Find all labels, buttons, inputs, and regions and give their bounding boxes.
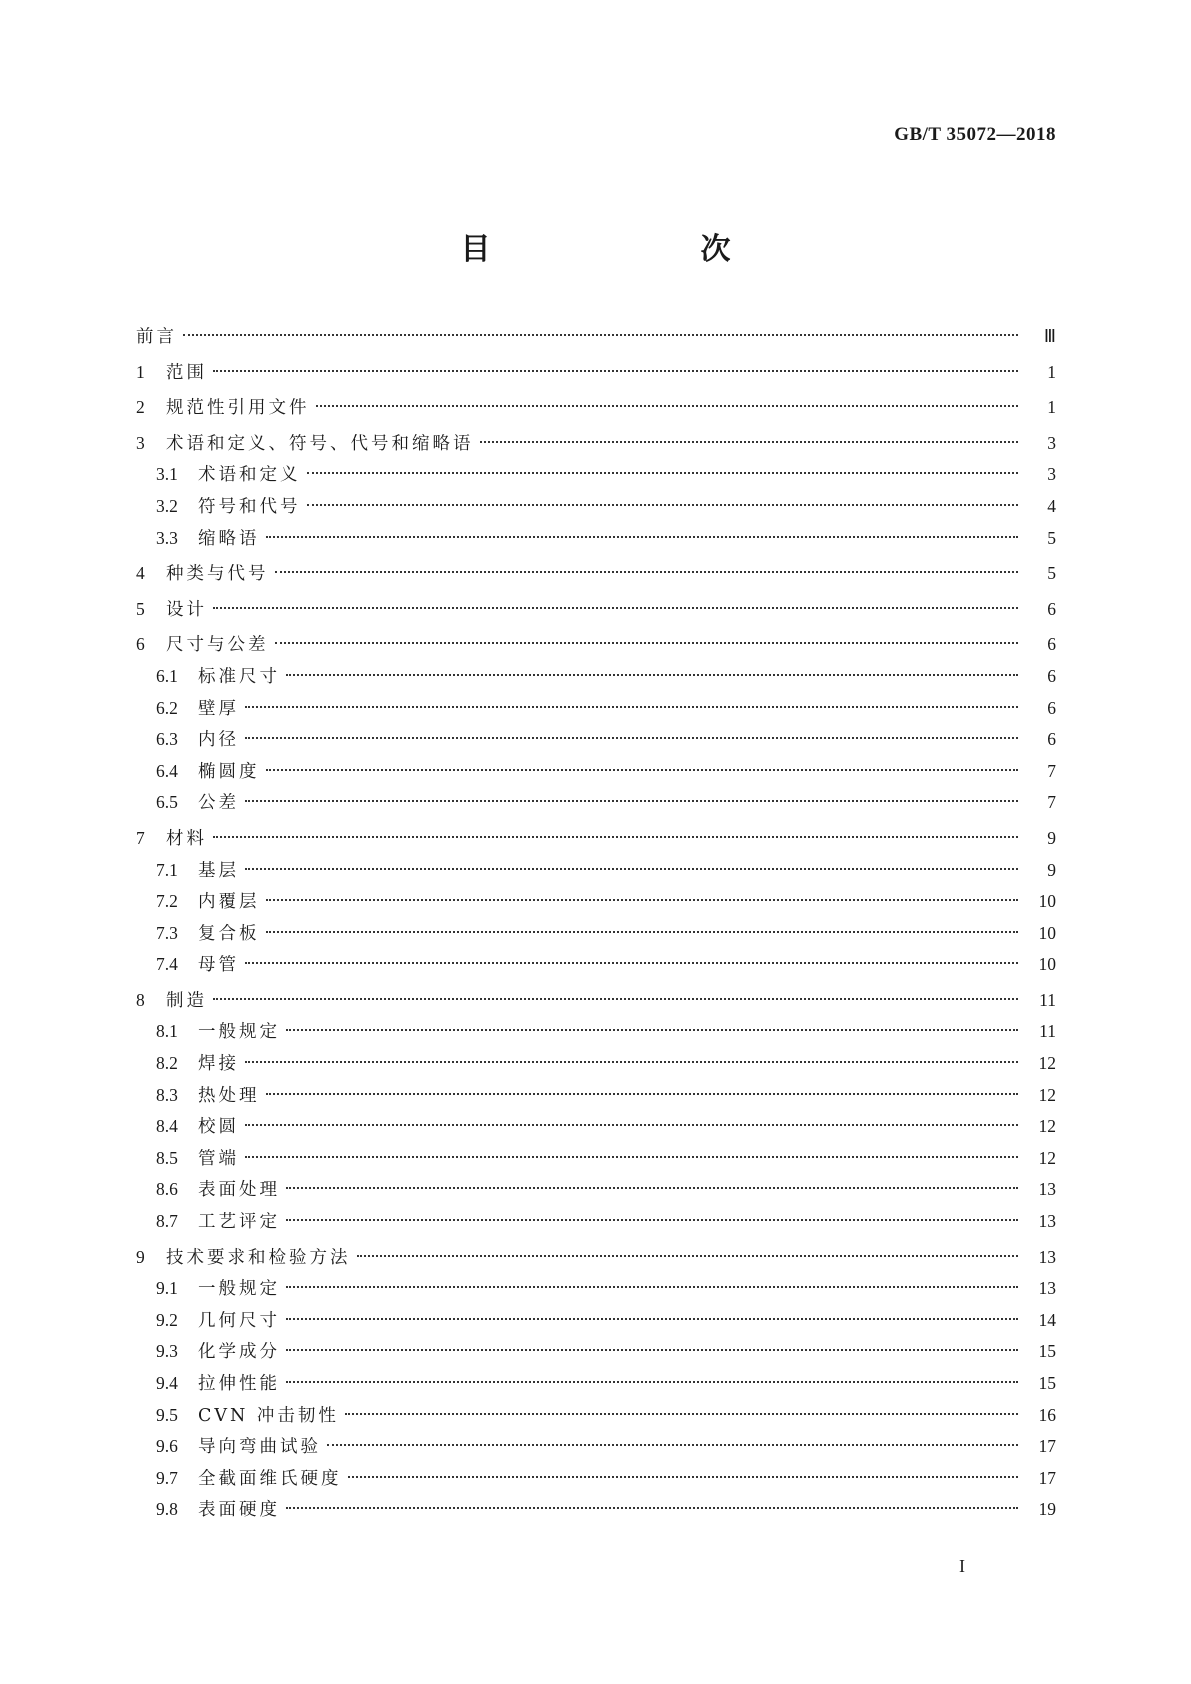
toc-entry-number: 6.2: [156, 697, 178, 718]
toc-entry[interactable]: [136, 985, 1056, 1017]
toc-entry-page: 16: [1038, 1404, 1056, 1425]
toc-entry[interactable]: [136, 357, 1056, 389]
dot-leader: [275, 571, 1019, 573]
dot-leader: [480, 441, 1019, 443]
toc-entry[interactable]: [136, 1048, 1056, 1080]
dot-leader: [245, 706, 1018, 708]
toc-entry-number: 5: [136, 598, 145, 619]
toc-entry-page: 10: [1038, 922, 1056, 943]
dot-leader: [286, 1286, 1018, 1288]
toc-entry-page: 4: [1047, 495, 1056, 516]
dot-leader: [245, 962, 1018, 964]
toc-entry-number: 9: [136, 1246, 145, 1267]
toc-entry[interactable]: [136, 523, 1056, 555]
dot-leader: [345, 1413, 1018, 1415]
toc-entry-number: 4: [136, 563, 145, 584]
toc-entry[interactable]: [136, 1400, 1056, 1432]
toc-entry-title: 尺寸与公差: [166, 635, 269, 656]
toc-entry-page: Ⅲ: [1043, 326, 1056, 346]
toc-entry-number: 8.1: [156, 1021, 178, 1042]
toc-entry-title: 种类与代号: [166, 564, 269, 585]
toc-entry-number: 3: [136, 432, 145, 453]
toc-entry-title: 热处理: [198, 1085, 260, 1106]
toc-entry-title: 校圆: [198, 1117, 239, 1138]
toc-entry-page: 3: [1047, 464, 1056, 485]
toc-entry-title: 规范性引用文件: [166, 398, 310, 419]
toc-entry[interactable]: [136, 392, 1056, 424]
toc-entry[interactable]: [136, 491, 1056, 523]
toc-entry-page: 5: [1047, 527, 1056, 548]
toc-entry-number: 6.1: [156, 665, 178, 686]
toc-entry[interactable]: [136, 594, 1056, 626]
toc-entry-page: 6: [1047, 729, 1056, 750]
toc-entry-title: 标准尺寸: [198, 666, 280, 687]
toc-entry-number: 7: [136, 827, 145, 848]
toc-entry-title: 制造: [166, 990, 207, 1011]
toc-entry-number: 8: [136, 989, 145, 1010]
dot-leader: [286, 1029, 1018, 1031]
dot-leader: [266, 899, 1019, 901]
dot-leader: [245, 1124, 1018, 1126]
dot-leader: [316, 405, 1019, 407]
toc-entry[interactable]: [136, 1336, 1056, 1368]
toc-entry-number: 6.4: [156, 760, 178, 781]
toc-entry[interactable]: [136, 1143, 1056, 1175]
toc-entry[interactable]: [136, 1273, 1056, 1305]
toc-entry-number: 9.8: [156, 1499, 178, 1520]
dot-leader: [245, 1156, 1018, 1158]
toc-entry-title: 术语和定义: [198, 465, 301, 486]
toc-entry-page: 17: [1038, 1467, 1056, 1488]
toc-entry-title: 前言: [136, 327, 177, 347]
toc-entry-number: 8.4: [156, 1116, 178, 1137]
toc-entry-number: 9.1: [156, 1278, 178, 1299]
toc-entry-title: 管端: [198, 1148, 239, 1169]
toc-entry[interactable]: [136, 1080, 1056, 1112]
toc-entry-page: 9: [1047, 827, 1056, 848]
toc-entry-page: 10: [1038, 891, 1056, 912]
toc-entry-title: 几何尺寸: [198, 1310, 280, 1331]
toc-entry-number: 9.5: [156, 1404, 178, 1425]
dot-leader: [266, 1093, 1019, 1095]
toc-entry[interactable]: [136, 1242, 1056, 1274]
toc-entry-number: 9.2: [156, 1309, 178, 1330]
toc-entry-title: 一般规定: [198, 1022, 280, 1043]
toc-entry-page: 6: [1047, 697, 1056, 718]
toc-entry-title: 母管: [198, 955, 239, 976]
toc-entry-number: 6.3: [156, 729, 178, 750]
dot-leader: [327, 1444, 1018, 1446]
toc-entry[interactable]: [136, 558, 1056, 590]
toc-entry[interactable]: [136, 1494, 1056, 1526]
dot-leader: [245, 868, 1018, 870]
toc-entry-page: 6: [1047, 665, 1056, 686]
dot-leader: [307, 472, 1019, 474]
dot-leader: [213, 836, 1018, 838]
toc-entry-page: 1: [1047, 361, 1056, 382]
standard-number: GB/T 35072—2018: [894, 124, 1056, 145]
dot-leader: [245, 1061, 1018, 1063]
toc-entry-title: 化学成分: [198, 1342, 280, 1363]
toc-entry-title: 术语和定义、符号、代号和缩略语: [166, 433, 474, 454]
toc-entry[interactable]: [136, 1111, 1056, 1143]
dot-leader: [307, 504, 1019, 506]
toc-entry[interactable]: [136, 949, 1056, 981]
table-of-contents: [136, 321, 1056, 1526]
toc-entry-number: 7.3: [156, 922, 178, 943]
toc-entry-number: 3.3: [156, 527, 178, 548]
toc-entry[interactable]: [136, 459, 1056, 491]
toc-entry-title: 表面处理: [198, 1180, 280, 1201]
dot-leader: [245, 737, 1018, 739]
toc-entry-number: 8.7: [156, 1211, 178, 1232]
toc-entry-title: 内径: [198, 730, 239, 751]
toc-entry-number: 1: [136, 361, 145, 382]
toc-entry-title: 基层: [198, 860, 239, 881]
dot-leader: [275, 642, 1019, 644]
toc-entry-page: 12: [1038, 1147, 1056, 1168]
toc-entry[interactable]: [136, 693, 1056, 725]
toc-entry-number: 3.1: [156, 464, 178, 485]
toc-entry-page: 12: [1038, 1053, 1056, 1074]
toc-entry[interactable]: [136, 629, 1056, 661]
toc-entry[interactable]: [136, 1174, 1056, 1206]
dot-leader: [245, 800, 1018, 802]
toc-entry-page: 9: [1047, 859, 1056, 880]
toc-entry-number: 9.3: [156, 1341, 178, 1362]
toc-entry-title: 全截面维氏硬度: [198, 1468, 342, 1489]
dot-leader: [286, 1381, 1018, 1383]
dot-leader: [266, 769, 1019, 771]
toc-entry[interactable]: [136, 1463, 1056, 1495]
toc-entry-title: 复合板: [198, 923, 260, 944]
toc-entry-title: 技术要求和检验方法: [166, 1247, 351, 1268]
toc-entry-title: 拉伸性能: [198, 1374, 280, 1394]
dot-leader: [213, 370, 1018, 372]
toc-entry-page: 11: [1039, 989, 1056, 1010]
dot-leader: [286, 1187, 1018, 1189]
toc-entry-title: 内覆层: [198, 892, 260, 913]
toc-entry-number: 6: [136, 634, 145, 655]
toc-entry-title: 设计: [166, 599, 207, 620]
toc-entry[interactable]: [136, 886, 1056, 918]
dot-leader: [286, 1349, 1018, 1351]
toc-entry-page: 1: [1047, 397, 1056, 418]
toc-entry-number: 7.4: [156, 954, 178, 975]
toc-entry-title: 一般规定: [198, 1279, 280, 1300]
toc-entry[interactable]: [136, 1206, 1056, 1238]
toc-entry-number: 9.4: [156, 1373, 178, 1393]
toc-entry[interactable]: [136, 661, 1056, 693]
toc-entry-page: 14: [1038, 1309, 1056, 1330]
toc-entry-number: 3.2: [156, 495, 178, 516]
toc-entry-title: 范围: [166, 362, 207, 383]
toc-entry-number: 8.5: [156, 1147, 178, 1168]
toc-entry-page: 7: [1047, 792, 1056, 813]
toc-entry-page: 12: [1038, 1116, 1056, 1137]
page-number: I: [959, 1556, 965, 1576]
toc-entry-number: 8.6: [156, 1179, 178, 1200]
toc-entry[interactable]: [136, 1305, 1056, 1337]
toc-entry-page: 13: [1038, 1211, 1056, 1232]
toc-entry-page: 6: [1047, 598, 1056, 619]
dot-leader: [183, 334, 1018, 336]
toc-entry[interactable]: [136, 724, 1056, 756]
toc-entry-title: 焊接: [198, 1054, 239, 1075]
toc-entry-number: 9.7: [156, 1467, 178, 1488]
toc-entry[interactable]: [136, 787, 1056, 819]
toc-entry-number: 8.2: [156, 1053, 178, 1074]
toc-entry-number: 9.6: [156, 1436, 178, 1457]
page-title: 目 次: [460, 232, 781, 267]
toc-entry[interactable]: [136, 756, 1056, 788]
toc-entry-page: 12: [1038, 1084, 1056, 1105]
toc-entry-title: 符号和代号: [198, 496, 301, 517]
toc-entry-title: 壁厚: [198, 698, 239, 719]
toc-entry-page: 13: [1038, 1278, 1056, 1299]
toc-entry[interactable]: [136, 1016, 1056, 1048]
toc-entry-title: 表面硬度: [198, 1500, 280, 1521]
toc-entry-page: 11: [1039, 1021, 1056, 1042]
dot-leader: [286, 674, 1018, 676]
toc-entry[interactable]: [136, 321, 1056, 353]
toc-entry-number: 8.3: [156, 1084, 178, 1105]
toc-entry-page: 13: [1038, 1246, 1056, 1267]
toc-entry-title: 椭圆度: [198, 761, 260, 782]
toc-entry-number: 6.5: [156, 792, 178, 813]
toc-entry[interactable]: [136, 823, 1056, 855]
toc-entry-page: 6: [1047, 634, 1056, 655]
dot-leader: [286, 1219, 1018, 1221]
toc-entry-title: CVN 冲击韧性: [198, 1405, 339, 1426]
toc-entry-number: 7.2: [156, 891, 178, 912]
dot-leader: [286, 1507, 1018, 1509]
toc-entry-page: 15: [1038, 1373, 1056, 1393]
toc-entry-title: 公差: [198, 793, 239, 814]
toc-entry-page: 5: [1047, 563, 1056, 584]
dot-leader: [266, 931, 1019, 933]
toc-entry-page: 13: [1038, 1179, 1056, 1200]
toc-entry-page: 19: [1038, 1499, 1056, 1520]
dot-leader: [357, 1255, 1019, 1257]
toc-entry-page: 15: [1038, 1341, 1056, 1362]
toc-entry-number: 7.1: [156, 859, 178, 880]
toc-entry-number: 2: [136, 397, 145, 418]
dot-leader: [266, 536, 1019, 538]
dot-leader: [213, 607, 1018, 609]
dot-leader: [348, 1476, 1019, 1478]
toc-entry-title: 导向弯曲试验: [198, 1437, 321, 1458]
toc-entry-title: 缩略语: [198, 528, 260, 549]
toc-entry-page: 17: [1038, 1436, 1056, 1457]
toc-entry-title: 工艺评定: [198, 1212, 280, 1233]
toc-entry[interactable]: [136, 1431, 1056, 1463]
toc-entry-page: 10: [1038, 954, 1056, 975]
dot-leader: [213, 998, 1018, 1000]
dot-leader: [286, 1318, 1018, 1320]
toc-entry[interactable]: [136, 1368, 1056, 1400]
toc-entry[interactable]: [136, 428, 1056, 460]
toc-entry-page: 3: [1047, 432, 1056, 453]
toc-entry-title: 材料: [166, 828, 207, 849]
toc-entry-page: 7: [1047, 760, 1056, 781]
toc-entry[interactable]: [136, 855, 1056, 887]
toc-entry[interactable]: [136, 918, 1056, 950]
